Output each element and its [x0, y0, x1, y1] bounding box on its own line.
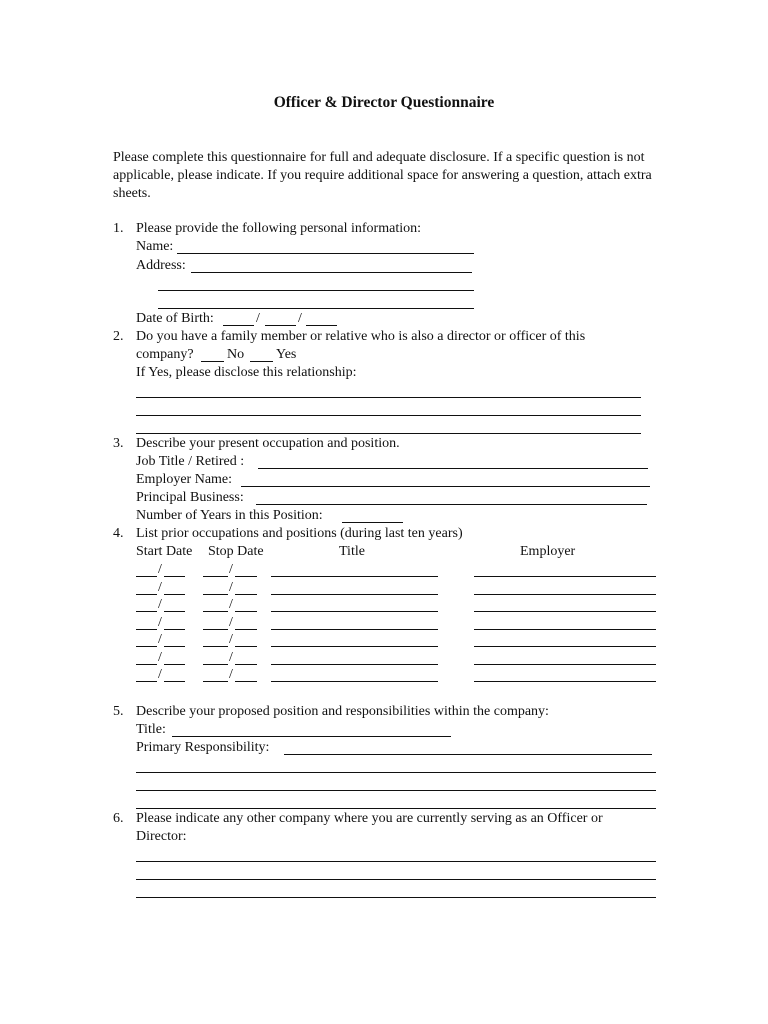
- other-company-field-line-3[interactable]: [136, 897, 656, 898]
- question-prompt: Describe your proposed position and responsibilities within the company:: [136, 704, 549, 719]
- primary-responsibility-field[interactable]: [284, 754, 652, 755]
- start-month-field[interactable]: [136, 646, 157, 647]
- other-company-field-line-2[interactable]: [136, 879, 656, 880]
- years-in-position-field[interactable]: [342, 522, 403, 523]
- prior-employer-field[interactable]: [474, 576, 656, 577]
- dob-month-field[interactable]: [223, 325, 254, 326]
- date-separator: /: [158, 580, 162, 595]
- dob-separator: /: [256, 311, 260, 326]
- start-month-field[interactable]: [136, 594, 157, 595]
- stop-month-field[interactable]: [203, 594, 228, 595]
- prior-employer-field[interactable]: [474, 664, 656, 665]
- dob-year-field[interactable]: [306, 325, 337, 326]
- date-separator: /: [229, 632, 233, 647]
- start-month-field[interactable]: [136, 681, 157, 682]
- stop-month-field[interactable]: [203, 576, 228, 577]
- start-year-field[interactable]: [164, 664, 185, 665]
- question-prompt: Do you have a family member or relative who is also a director or officer of this: [136, 329, 586, 344]
- stop-year-field[interactable]: [235, 576, 257, 577]
- question-prompt: Please provide the following personal information:: [136, 221, 421, 236]
- start-year-field[interactable]: [164, 611, 185, 612]
- question-number: 2.: [113, 329, 124, 344]
- question-number: 1.: [113, 221, 124, 236]
- question-number: 4.: [113, 526, 124, 541]
- stop-month-field[interactable]: [203, 611, 228, 612]
- start-year-field[interactable]: [164, 646, 185, 647]
- start-year-field[interactable]: [164, 629, 185, 630]
- stop-year-field[interactable]: [235, 664, 257, 665]
- start-month-field[interactable]: [136, 611, 157, 612]
- start-month-field[interactable]: [136, 576, 157, 577]
- stop-year-field[interactable]: [235, 646, 257, 647]
- column-header-employer: Employer: [520, 544, 576, 559]
- date-separator: /: [229, 597, 233, 612]
- stop-month-field[interactable]: [203, 646, 228, 647]
- proposed-title-label: Title:: [136, 722, 166, 737]
- question-number: 3.: [113, 436, 124, 451]
- stop-year-field[interactable]: [235, 594, 257, 595]
- date-separator: /: [158, 632, 162, 647]
- no-answer-field[interactable]: [201, 361, 224, 362]
- dob-day-field[interactable]: [265, 325, 296, 326]
- dob-separator: /: [298, 311, 302, 326]
- question-prompt: List prior occupations and positions (during last ten years): [136, 526, 463, 541]
- prior-employer-field[interactable]: [474, 646, 656, 647]
- prior-title-field[interactable]: [271, 646, 438, 647]
- relationship-field-line-2[interactable]: [136, 415, 641, 416]
- start-year-field[interactable]: [164, 576, 185, 577]
- column-header-title: Title: [339, 544, 365, 559]
- primary-responsibility-label: Primary Responsibility:: [136, 740, 270, 755]
- address-field-line-1[interactable]: [191, 272, 472, 273]
- employer-name-label: Employer Name:: [136, 472, 233, 487]
- date-separator: /: [229, 667, 233, 682]
- prior-title-field[interactable]: [271, 664, 438, 665]
- prior-employer-field[interactable]: [474, 681, 656, 682]
- address-field-line-2[interactable]: [158, 290, 474, 291]
- prior-title-field[interactable]: [271, 594, 438, 595]
- prior-employer-field[interactable]: [474, 594, 656, 595]
- start-year-field[interactable]: [164, 681, 185, 682]
- column-header-stop-date: Stop Date: [208, 544, 264, 559]
- date-separator: /: [229, 580, 233, 595]
- address-field-line-3[interactable]: [158, 308, 474, 309]
- prior-title-field[interactable]: [271, 629, 438, 630]
- name-field[interactable]: [177, 253, 474, 254]
- stop-year-field[interactable]: [235, 611, 257, 612]
- relationship-field-line-1[interactable]: [136, 397, 641, 398]
- question-prompt: Please indicate any other company where you are currently serving as an Officer or: [136, 811, 603, 826]
- question-prompt-continued: Director:: [136, 829, 187, 844]
- responsibility-field-line-4[interactable]: [136, 808, 656, 809]
- principal-business-field[interactable]: [256, 504, 647, 505]
- question-prompt-continued: company?: [136, 347, 194, 362]
- question-prompt: Describe your present occupation and position.: [136, 436, 400, 451]
- date-separator: /: [229, 615, 233, 630]
- question-number: 5.: [113, 704, 124, 719]
- name-label: Name:: [136, 239, 174, 254]
- date-separator: /: [158, 562, 162, 577]
- date-separator: /: [229, 562, 233, 577]
- start-year-field[interactable]: [164, 594, 185, 595]
- job-title-label: Job Title / Retired :: [136, 454, 245, 469]
- yes-answer-field[interactable]: [250, 361, 273, 362]
- address-label: Address:: [136, 258, 186, 273]
- prior-title-field[interactable]: [271, 576, 438, 577]
- stop-month-field[interactable]: [203, 629, 228, 630]
- no-label: No: [227, 347, 245, 362]
- dob-label: Date of Birth:: [136, 311, 214, 326]
- other-company-field-line-1[interactable]: [136, 861, 656, 862]
- stop-month-field[interactable]: [203, 681, 228, 682]
- start-month-field[interactable]: [136, 664, 157, 665]
- yes-label: Yes: [276, 347, 297, 362]
- date-separator: /: [229, 650, 233, 665]
- date-separator: /: [158, 650, 162, 665]
- stop-year-field[interactable]: [235, 681, 257, 682]
- column-header-start-date: Start Date: [136, 544, 193, 559]
- relationship-field-line-3[interactable]: [136, 433, 641, 434]
- employer-name-field[interactable]: [241, 486, 650, 487]
- start-month-field[interactable]: [136, 629, 157, 630]
- job-title-field[interactable]: [258, 468, 648, 469]
- relationship-prompt: If Yes, please disclose this relationship:: [136, 365, 357, 380]
- stop-month-field[interactable]: [203, 664, 228, 665]
- prior-title-field[interactable]: [271, 611, 438, 612]
- date-separator: /: [158, 597, 162, 612]
- prior-title-field[interactable]: [271, 681, 438, 682]
- proposed-title-field[interactable]: [172, 736, 451, 737]
- responsibility-field-line-2[interactable]: [136, 772, 656, 773]
- intro-paragraph: Please complete this questionnaire for full and adequate disclosure. If a specific question is not applicable, please indicate. If you require additional space for answering a question, attach extra sheets.: [113, 150, 652, 201]
- document-title: Officer & Director Questionnaire: [273, 94, 495, 111]
- date-separator: /: [158, 615, 162, 630]
- question-number: 6.: [113, 811, 124, 826]
- prior-employer-field[interactable]: [474, 611, 656, 612]
- prior-employer-field[interactable]: [474, 629, 656, 630]
- principal-business-label: Principal Business:: [136, 490, 244, 505]
- stop-year-field[interactable]: [235, 629, 257, 630]
- years-in-position-label: Number of Years in this Position:: [136, 508, 323, 523]
- responsibility-field-line-3[interactable]: [136, 790, 656, 791]
- date-separator: /: [158, 667, 162, 682]
